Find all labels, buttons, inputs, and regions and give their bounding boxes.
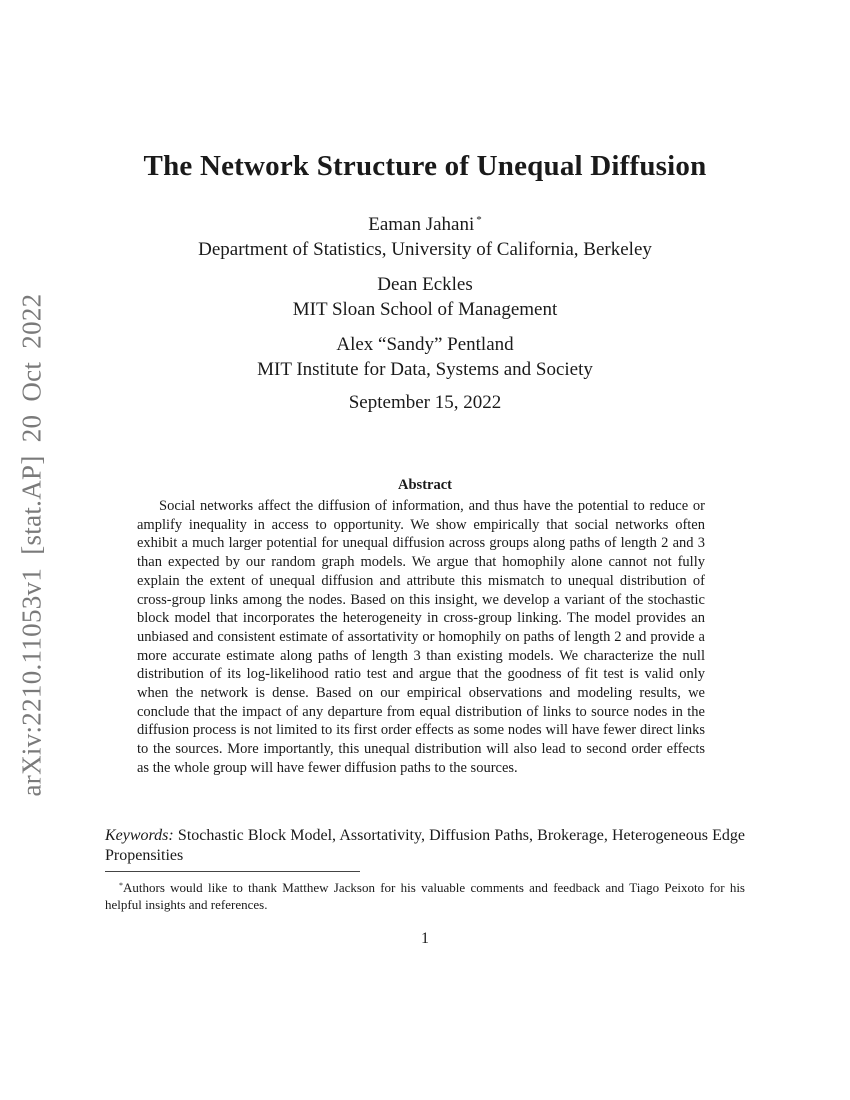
author-affiliation: MIT Institute for Data, Systems and Society bbox=[257, 359, 593, 380]
author-name-text: Eaman Jahani bbox=[368, 214, 475, 235]
keywords-label: Keywords: bbox=[105, 827, 174, 844]
publication-date: September 15, 2022 bbox=[348, 392, 502, 413]
footnote-text: Authors would like to thank Matthew Jackson for his valuable comments and feedback and Tiago Peixoto for his helpful insights and references. bbox=[105, 880, 745, 912]
author-entry bbox=[0, 272, 850, 322]
abstract-text: Social networks affect the diffusion of information, and thus have the potential to reduce or amplify inequality in access to opportunity. We show empirically that social networks often exhibit a much larger potential for unequal diffusion across groups along paths of length 2 and 3 than expected by our random graph models. We argue that homophily alone cannot not fully explain the extent of unequal diffusion and attribute this mismatch to unequal distribution of cross-group links among the nodes. Based on this insight, we develop a variant of the stochastic block model that incorporates the heterogeneity in cross-group linking. The model provides an unbiased and consistent estimate of assortativity or homophily on paths of length 2 and provide a more accurate estimate along paths of length 3 than existing models. We characterize the null distribution of its log-likelihood ratio test and argue that the goodness of fit test is valid only when the network is dense. Based on our empirical observations and modeling results, we conclude that the impact of any departure from equal distribution of links to source nodes in the diffusion process is not limited to its first order effects as some nodes will have fewer direct links to the sources. More importantly, this unequal distribution will also lead to second order effects as the whole group will have fewer diffusion paths to the sources. bbox=[137, 498, 705, 776]
author-entry bbox=[0, 208, 850, 262]
footnote-mark: * bbox=[119, 881, 123, 890]
footnote bbox=[105, 877, 745, 913]
author-name: Alex “Sandy” Pentland bbox=[336, 334, 514, 355]
arxiv-identifier-stamp: arXiv:2210.11053v1 [stat.AP] 20 Oct 2022 bbox=[16, 293, 47, 797]
footnote-divider bbox=[105, 871, 360, 872]
author-affiliation: Department of Statistics, University of California, Berkeley bbox=[198, 239, 652, 260]
keywords bbox=[105, 826, 745, 866]
keywords-list: Stochastic Block Model, Assortativity, Diffusion Paths, Brokerage, Heterogeneous Edge Propensities bbox=[105, 827, 746, 864]
author-list bbox=[0, 208, 850, 414]
page-number: 1 bbox=[421, 930, 429, 947]
author-name: Dean Eckles bbox=[377, 274, 473, 295]
paper-title: The Network Structure of Unequal Diffusion bbox=[143, 150, 707, 182]
author-name bbox=[0, 208, 850, 237]
abstract-heading: Abstract bbox=[398, 477, 452, 493]
footnote-marker[interactable]: * bbox=[476, 214, 482, 226]
author-affiliation: MIT Sloan School of Management bbox=[292, 299, 558, 320]
author-entry bbox=[0, 332, 850, 382]
